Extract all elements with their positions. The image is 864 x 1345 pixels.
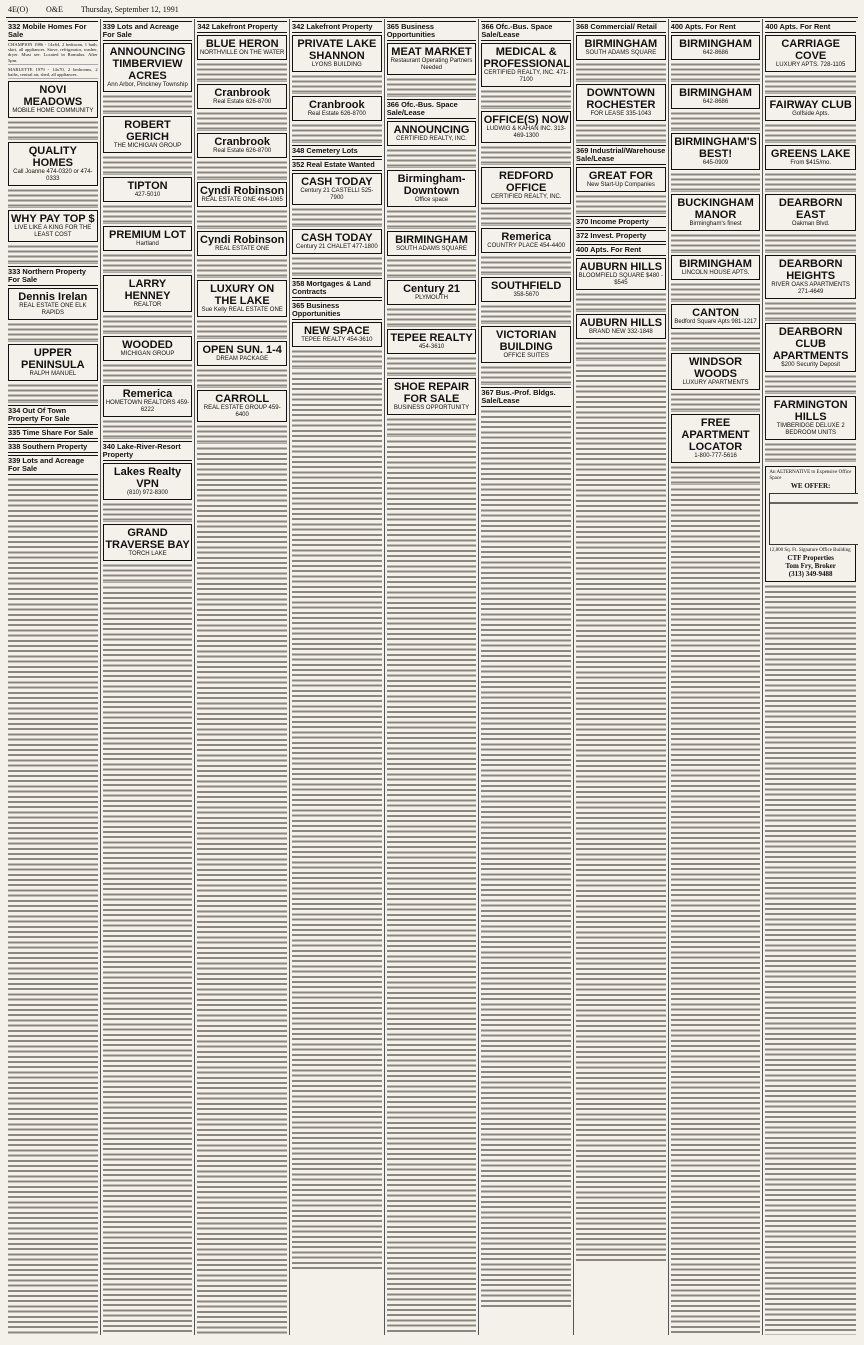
ad-headline: Cranbrook [214, 87, 270, 99]
ad-body-text [576, 123, 666, 143]
ad-subline: Real Estate 626-8700 [213, 148, 272, 154]
ad-headline: FAIRWAY CLUB [769, 99, 852, 111]
page-number: 4E(O) [8, 5, 28, 14]
ad-subline: Birmingham's finest [689, 221, 742, 227]
display-ad [481, 277, 571, 302]
display-ad [8, 344, 98, 381]
display-ad [292, 322, 382, 347]
ad-body-text [8, 244, 98, 264]
ad-headline: Cyndi Robinson [200, 185, 285, 197]
ad-headline: UPPER PENINSULA [21, 347, 85, 372]
ad-subline: NORTHVILLE ON THE WATER [199, 50, 285, 56]
ad-headline: BIRMINGHAM [679, 258, 752, 270]
ad-body-text [292, 74, 382, 94]
display-ad [765, 96, 856, 121]
ad-body-text [387, 258, 477, 278]
display-ad [576, 35, 666, 60]
ad-body-text [197, 111, 287, 131]
ad-headline: BIRMINGHAM [679, 38, 752, 50]
ad-subline: SOUTH ADAMS SQUARE [396, 246, 467, 252]
ad-body-text [103, 502, 193, 522]
ad-body-text [481, 89, 571, 109]
display-ad [197, 231, 287, 256]
ad-subline: DREAM PACKAGE [216, 356, 269, 362]
ad-subline: REALTOR [133, 302, 162, 308]
ad-headline: CARROLL [215, 393, 270, 405]
display-ad [8, 210, 98, 242]
ad-headline: ANNOUNCING TIMBERVIEW ACRES [109, 46, 186, 82]
ctf-alt: An ALTERNATIVE to Expensive Office Space [769, 470, 852, 481]
display-ad [197, 84, 287, 109]
ad-headline: Cranbrook [214, 136, 270, 148]
ad-subline: REAL ESTATE GROUP 459-6400 [203, 405, 281, 418]
ad-subline: LIVE LIKE A KING FOR THE LEAST COST [14, 225, 92, 239]
ad-headline: CANTON [692, 307, 739, 319]
ad-body-text [576, 194, 666, 214]
ad-headline: BIRMINGHAM [679, 87, 752, 99]
ad-subline: Real Estate 626-8700 [213, 99, 272, 105]
ad-headline: LARRY HENNEY [124, 278, 171, 302]
column-body-text [576, 363, 666, 1263]
column-1 [6, 19, 101, 1335]
column-3 [195, 19, 290, 1335]
ad-headline: GREAT FOR [588, 170, 653, 182]
building-illustration-icon [769, 493, 858, 545]
display-ad [8, 81, 98, 118]
ad-body-text [8, 120, 98, 140]
ad-headline: BUCKINGHAM MANOR [677, 197, 754, 221]
ad-body-text [671, 392, 761, 412]
ad-subline: Oakman Blvd. [791, 221, 830, 227]
display-ad [103, 336, 193, 361]
ad-headline: CARRIAGE COVE [781, 38, 840, 62]
ad-body-text [387, 417, 477, 437]
display-ad [103, 43, 193, 92]
display-ad [481, 167, 571, 204]
display-ad [292, 173, 382, 205]
section-heading: 367 Bus.-Prof. Bldgs. Sale/Lease [481, 387, 571, 407]
ad-headline: REDFORD OFFICE [499, 170, 554, 194]
issue-date: Thursday, September 12, 1991 [80, 5, 179, 14]
ad-subline: CERTIFIED REALTY, INC. 471-7100 [484, 70, 569, 83]
ad-headline: LUXURY ON THE LAKE [210, 283, 275, 307]
display-ad [671, 414, 761, 463]
section-heading: 368 Commercial/ Retail [576, 21, 666, 33]
display-ad [671, 35, 761, 60]
ad-headline: Cyndi Robinson [200, 234, 285, 246]
display-ad [103, 463, 193, 500]
display-ad [671, 304, 761, 329]
column-body-text [765, 584, 856, 1335]
ad-body-text [387, 356, 477, 376]
ad-body-text [671, 282, 761, 302]
ad-headline: FREE APARTMENT LOCATOR [681, 417, 750, 453]
ad-subline: 454-3610 [418, 344, 445, 350]
display-ad [671, 353, 761, 390]
ad-headline: Birmingham-Downtown [397, 173, 466, 197]
section-heading: 338 Southern Property [8, 441, 98, 453]
ad-subline: 645-0909 [702, 160, 729, 166]
display-ad [292, 96, 382, 121]
ad-headline: GRAND TRAVERSE BAY [105, 527, 190, 551]
ad-body-text [8, 383, 98, 403]
classified-page [6, 5, 858, 1335]
ad-subline: BLOOMFIELD SQUARE $480 - $545 [578, 273, 664, 286]
ad-subline: 642-8686 [702, 99, 729, 105]
section-heading: 334 Out Of Town Property For Sale [8, 405, 98, 425]
ad-body-text [481, 365, 571, 385]
ad-subline: LYONS BUILDING [311, 62, 362, 68]
ad-body-text [292, 256, 382, 276]
ad-subline: LINCOLN HOUSE APTS. [681, 270, 750, 276]
ad-body-text [103, 314, 193, 334]
display-ad [387, 43, 477, 75]
ad-headline: MEAT MARKET [391, 46, 472, 58]
ad-body-text [671, 465, 761, 485]
ad-body-text [292, 123, 382, 143]
ad-subline: Century 21 CHALET 477-1800 [296, 244, 378, 250]
ad-headline: TEPEE REALTY [390, 332, 473, 344]
ad-headline: Dennis Irelan [18, 291, 88, 304]
section-heading: 372 Invest. Property [576, 230, 666, 242]
display-ad [481, 326, 571, 363]
ad-subline: HOMETOWN REALTORS 459-6222 [105, 400, 190, 413]
display-ad [481, 228, 571, 253]
ad-body-text [481, 304, 571, 324]
ad-headline: Remerica [122, 388, 173, 400]
display-ad [671, 194, 761, 231]
display-ad [387, 329, 477, 354]
ad-subline: OFFICE SUITES [503, 353, 549, 359]
ad-headline: WHY PAY TOP $ [11, 213, 95, 226]
ad-body-text [576, 292, 666, 312]
ad-headline: SHOE REPAIR FOR SALE [394, 381, 470, 405]
display-ad [103, 226, 193, 251]
paper-name: O&E [46, 5, 63, 14]
ad-subline: REAL ESTATE ONE ELK RAPIDS [19, 303, 87, 317]
display-ad [103, 116, 193, 153]
display-ad [576, 84, 666, 121]
ad-subline: TIMBERIDGE DELUXE 2 BEDROOM UNITS [776, 423, 845, 436]
display-ad [481, 111, 571, 143]
display-ad [671, 133, 761, 170]
ad-subline: Call Joanne 474-0320 or 474-0333 [13, 169, 93, 183]
display-ad [292, 35, 382, 72]
ad-subline: BRAND NEW 332-1848 [589, 329, 653, 335]
column-9 [763, 19, 858, 1335]
section-heading: 370 Income Property [576, 216, 666, 228]
ad-headline: BLUE HERON [205, 38, 279, 50]
ad-subline: REAL ESTATE ONE 464-1065 [201, 197, 283, 203]
ad-headline: BIRMINGHAM [395, 234, 468, 246]
display-ad [197, 133, 287, 158]
ad-body-text [292, 349, 382, 369]
ad-subline: Sue Kelly REAL ESTATE ONE [201, 307, 283, 313]
ad-subline: LUDWIG & KAHAN INC. 313-469-1300 [486, 126, 566, 139]
ad-subline: (810) 972-8300 [126, 490, 169, 496]
ad-body-text [292, 207, 382, 227]
ad-subline: Restaurant Operating Partners Needed [390, 58, 473, 71]
ad-subline: CERTIFIED REALTY, INC. [396, 136, 467, 142]
ad-subline: Office space [414, 197, 449, 203]
display-ad [103, 385, 193, 417]
ad-subline: Ann Arbor, Pinckney Township [107, 82, 188, 88]
ad-subline: Hartland [136, 241, 159, 247]
section-heading: 400 Apts. For Rent [671, 21, 761, 33]
section-heading: 366 Ofc.-Bus. Space Sale/Lease [387, 99, 477, 119]
ad-headline: Century 21 [403, 283, 460, 295]
ad-body-text [197, 258, 287, 278]
ad-body-text [481, 145, 571, 165]
section-heading: 400 Apts. For Rent [576, 244, 666, 256]
display-ad [671, 84, 761, 109]
ad-body-text [671, 62, 761, 82]
ad-headline: CASH TODAY [301, 176, 373, 188]
ad-body-text [671, 331, 761, 351]
ad-body-text [576, 62, 666, 82]
section-heading: 339 Lots and Acreage For Sale [8, 455, 98, 475]
ad-subline: PLYMOUTH [415, 295, 448, 301]
display-ad [292, 229, 382, 254]
classified-ad: CHAMPION 1986 - 14x64, 2 bedroom, 1 bath, skirt, all appliances. Stove, refrigerator, washer, dryer. Must see. Located in Romulus. After 5pm. [8, 42, 98, 65]
column-body-text [8, 477, 98, 1335]
ad-body-text [103, 94, 193, 114]
ad-headline: PREMIUM LOT [109, 229, 186, 241]
ad-body-text [103, 419, 193, 439]
display-ad [387, 170, 477, 207]
section-heading: 335 Time Share For Sale [8, 427, 98, 439]
ctf-contact: Tom Fry, Broker [785, 562, 836, 570]
ad-headline: OPEN SUN. 1-4 [202, 344, 282, 356]
ad-headline: GREENS LAKE [770, 148, 851, 160]
column-body-text [292, 371, 382, 1271]
column-5 [385, 19, 480, 1335]
display-ad [576, 314, 666, 339]
display-ad [8, 142, 98, 186]
masthead [6, 5, 858, 18]
ad-body-text [197, 424, 287, 444]
display-ad [481, 43, 571, 87]
ad-headline: Lakes Realty VPN [113, 466, 182, 490]
section-heading: 333 Northern Property For Sale [8, 266, 98, 286]
ctf-size: 12,800 Sq. Ft. Signature Office Building [769, 548, 851, 553]
section-heading: 332 Mobile Homes For Sale [8, 21, 98, 41]
display-ad [8, 288, 98, 320]
display-ad [197, 341, 287, 366]
column-body-text [387, 439, 477, 1335]
ad-subline: RALPH MANUEL [29, 371, 77, 378]
ad-subline: 427-5010 [134, 192, 161, 198]
ad-headline: AUBURN HILLS [579, 317, 663, 329]
display-ad [197, 35, 287, 60]
ad-body-text [103, 363, 193, 383]
ad-subline: Real Estate 626-8700 [307, 111, 366, 117]
display-ad [671, 255, 761, 280]
ad-body-text [387, 77, 477, 97]
ad-subline: BUSINESS OPPORTUNITY [393, 405, 470, 411]
section-heading: 348 Cemetery Lots [292, 145, 382, 157]
ad-subline: Bedford Square Apts 981-1217 [674, 319, 757, 325]
ad-body-text [387, 209, 477, 229]
ad-body-text [387, 307, 477, 327]
ad-body-text [481, 206, 571, 226]
ad-body-text [765, 123, 856, 143]
ad-body-text [765, 74, 856, 94]
ad-headline: NOVI MEADOWS [23, 84, 83, 109]
ad-headline: OFFICE(S) NOW [483, 114, 569, 126]
ctf-title: WE OFFER: [790, 482, 831, 490]
ad-subline: MICHIGAN GROUP [120, 351, 175, 357]
ad-headline: Remerica [501, 231, 551, 243]
ad-subline: TEPEE REALTY 454-3610 [301, 337, 373, 343]
column-body-text [481, 409, 571, 1309]
section-heading: 340 Lake-River-Resort Property [103, 441, 193, 461]
display-ad [765, 194, 856, 231]
ad-headline: BIRMINGHAM [584, 38, 658, 50]
ad-body-text [103, 204, 193, 224]
display-ad [765, 145, 856, 170]
ctf-name: CTF Properties [787, 554, 834, 562]
ad-subline: Century 21 CASTELLI 525-7900 [300, 188, 374, 201]
ad-body-text [765, 301, 856, 321]
ad-body-text [103, 155, 193, 175]
classified-ad: MARLETTE 1979 - 14x70, 2 bedrooms, 2 baths, central air, shed, all appliances. [8, 67, 98, 79]
ad-headline: DEARBORN EAST [778, 197, 843, 221]
ad-body-text [8, 188, 98, 208]
ad-subline: $200 Security Deposit [781, 362, 840, 368]
ad-subline: New Start-Up Companies [586, 182, 655, 188]
ad-headline: DEARBORN HEIGHTS [778, 258, 843, 282]
ad-body-text [103, 563, 193, 583]
classified-columns [6, 19, 858, 1335]
section-heading: 369 Industrial/Warehouse Sale/Lease [576, 146, 666, 163]
ad-body-text [103, 253, 193, 273]
display-ad [765, 396, 856, 440]
ad-body-text [765, 233, 856, 253]
ad-headline: DOWNTOWN ROCHESTER [586, 87, 656, 111]
ad-headline: DEARBORN CLUB APARTMENTS [772, 326, 849, 362]
display-ad [197, 182, 287, 207]
section-heading: 352 Real Estate Wanted [292, 159, 382, 171]
ad-subline: COUNTRY PLACE 454-4400 [487, 243, 566, 249]
ad-subline: CERTIFIED REALTY, INC. [490, 194, 562, 200]
section-heading: 339 Lots and Acreage For Sale [103, 21, 193, 41]
ad-subline: MOBILE HOME COMMUNITY [12, 108, 94, 115]
ad-body-text [765, 374, 856, 394]
ad-body-text [197, 368, 287, 388]
ad-subline: 358-5670 [513, 292, 539, 298]
display-ad [387, 280, 477, 305]
ad-headline: FARMINGTON HILLS [773, 399, 848, 423]
ad-body-text [197, 319, 287, 339]
display-ad [387, 231, 477, 256]
display-ad [576, 167, 666, 192]
display-ad [765, 255, 856, 299]
display-ad [576, 258, 666, 290]
ctf-phone: (313) 349-9488 [788, 570, 833, 578]
column-8 [669, 19, 764, 1335]
ad-body-text [197, 209, 287, 229]
section-heading: 365 Business Opportunities [292, 300, 382, 320]
display-ad [765, 323, 856, 372]
ad-headline: BIRMINGHAM'S BEST! [674, 136, 757, 160]
section-heading: 400 Apts. For Rent [765, 21, 856, 33]
display-ad [103, 275, 193, 312]
ad-subline: RIVER OAKS APARTMENTS 271-4649 [771, 282, 850, 295]
ad-headline: WOODED [122, 339, 173, 351]
ad-headline: QUALITY HOMES [28, 145, 77, 170]
section-heading: 366 Ofc.-Bus. Space Sale/Lease [481, 21, 571, 41]
ad-headline: WINDSOR WOODS [688, 356, 743, 380]
ad-headline: AUBURN HILLS [579, 261, 663, 273]
ad-headline: NEW SPACE [303, 325, 370, 337]
section-heading: 342 Lakefront Property [197, 21, 287, 33]
ad-body-text [197, 160, 287, 180]
ad-subline: 1-800-777-5616 [694, 453, 737, 459]
ad-body-text [671, 172, 761, 192]
ad-body-text [671, 233, 761, 253]
ad-subline: TORCH LAKE [128, 551, 167, 557]
ad-headline: ANNOUNCING [393, 124, 470, 136]
display-ad [387, 378, 477, 415]
display-ad [197, 390, 287, 422]
ad-subline: REAL ESTATE ONE [215, 246, 270, 252]
ad-subline: 642-8686 [702, 50, 729, 56]
ad-body-text [197, 62, 287, 82]
ad-headline: MEDICAL & PROFESSIONAL [483, 46, 571, 70]
ad-subline: From $415/mo. [790, 160, 831, 166]
column-body-text [197, 446, 287, 1335]
display-ad [103, 524, 193, 561]
column-body-text [103, 585, 193, 1335]
column-6 [479, 19, 574, 1335]
display-ad [197, 280, 287, 317]
display-ad [387, 121, 477, 146]
ctf-properties-ad [765, 466, 856, 582]
ad-headline: Cranbrook [309, 99, 365, 111]
column-7 [574, 19, 669, 1335]
section-heading: 342 Lakefront Property [292, 21, 382, 33]
display-ad [103, 177, 193, 202]
column-body-text [671, 487, 761, 1335]
ad-body-text [387, 148, 477, 168]
ad-headline: TIPTON [127, 180, 168, 192]
ad-body-text [8, 322, 98, 342]
ad-body-text [671, 111, 761, 131]
ad-subline: SOUTH ADAMS SQUARE [585, 50, 657, 56]
display-ad [765, 35, 856, 72]
ad-subline: FOR LEASE 335-1043 [590, 111, 652, 117]
ad-headline: CASH TODAY [301, 232, 373, 244]
ad-headline: SOUTHFIELD [491, 280, 562, 292]
ad-subline: LUXURY APARTMENTS [682, 380, 749, 386]
ad-headline: VICTORIAN BUILDING [496, 329, 557, 353]
ad-subline: Golfside Apts. [792, 111, 830, 117]
section-heading: 358 Mortgages & Land Contracts [292, 278, 382, 298]
ad-headline: PRIVATE LAKE SHANNON [297, 38, 377, 62]
ad-body-text [481, 255, 571, 275]
ad-body-text [576, 341, 666, 361]
ad-body-text [765, 442, 856, 462]
ad-subline: LUXURY APTS. 728-1105 [775, 62, 846, 68]
section-heading: 365 Business Opportunities [387, 21, 477, 41]
ad-headline: ROBERT GERICH [124, 119, 171, 143]
ad-body-text [765, 172, 856, 192]
column-2 [101, 19, 196, 1335]
ad-subline: THE MICHIGAN GROUP [113, 143, 182, 149]
column-4 [290, 19, 385, 1335]
